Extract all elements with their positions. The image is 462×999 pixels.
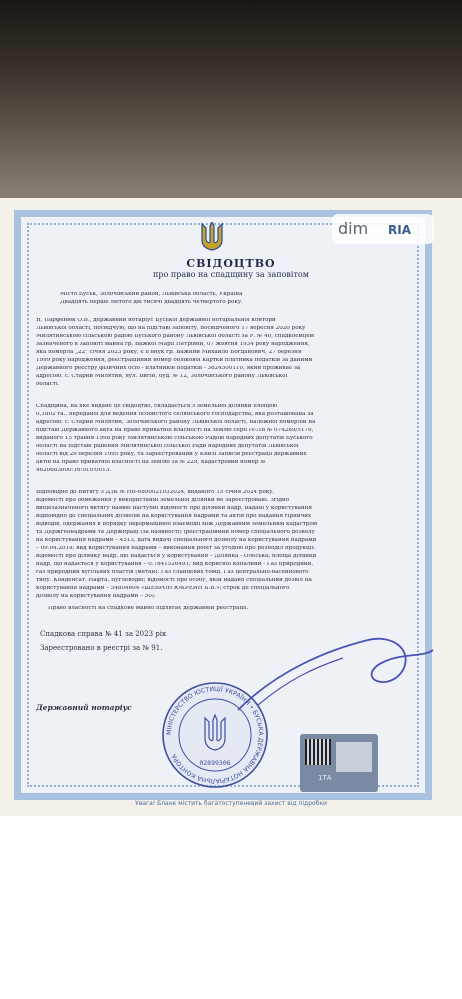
body-line: області від 29 березня 1995 року, та зареєстрований у Книзі записів реєстрації державних [36,452,307,457]
hologram-icon [336,742,372,772]
body-line: типу. Конденсат. Нафта. Вуглеводні; відомості про особу, якій надано спеціальний дозвіл на [36,578,312,583]
body-line: Львівської області, посвідчую, що на підставі заповіту, посвідченого 17 вересня 2020 року [36,326,306,331]
body-line: надр, що надається у користування – 0.7841526491; вид корисної копалини - Газ природний, [36,562,314,567]
qr-code-icon [305,739,331,765]
seal-number: 02899306 [199,759,231,767]
body-line: – 09.04.2014; вид користування надрами – виконання робіт за угодою про розподіл продукції; [36,546,316,551]
body-line: області. [36,382,60,387]
document-subtitle: про право на спадщину за заповітом [153,270,309,279]
body-line: зазначеного в заповіті майна гр. Важкої Марії Петрівни, 07 жовтня 1934 року народження, [36,342,310,347]
body-line: Державного реєстру фізичних осіб - платників податків - 3624500110, який проживає за [36,366,301,371]
body-line: Я, Парфенюк О.В., державний нотаріус Буської державної нотаріальної контори [36,318,276,323]
body-line: Відповідно до Витягу з ДЗК № НВ-6800021032024, виданого 15 січня 2024 року, [36,490,275,495]
photo-background-top [0,0,462,200]
document-title: СВІДОЦТВО [186,257,276,270]
body-line: дозволу на користування надрами – 50). [36,594,156,599]
notary-signature-title: Державний нотаріус [36,703,132,712]
watermark-brand: dim [338,219,369,238]
body-line: та Держгеонадрами та Держпраці (за наявності) (реєстраційний номер спеціального дозволу [36,530,315,535]
trident-icon [200,222,224,252]
body-line: користування надрами – 54804604 «ШЕВРОН ЮКРЕЙН Б.В.»; строк дії спеціального [36,586,290,591]
case-number: Спадкова справа № 41 за 2023 рік [40,630,167,638]
body-line: 4620683600:16:010:0013. [36,468,112,473]
body-line: підставі Державного акта на право приватної власності на землю серії IV-ЛВ № 074289/5179, [36,428,314,433]
header-line: Місто Буськ, Золочівський район, Львівська область, Україна [60,292,243,297]
registry-number: Зареєстровано в реєстрі за № 91. [40,644,163,652]
blank-area [0,816,462,999]
footer-warning: Увага! Бланк містить багатоступеневий захист від підробки [135,800,327,807]
seal-text: МІНІСТЕРСТВО ЮСТИЦІЇ УКРАЇНИ • БУСЬКА ДЕРЖАВНА НОТАРІАЛЬНА КОНТОРА [165,685,265,785]
body-line: адресою: с. Старий Милятин, Золочівського району Львівської області, належної померлій на [36,420,316,425]
body-line: відводів, одержаних в порядку інформаційної взаємодії між Державним земельним кадастром [36,522,318,527]
body-line: 0,1802 га., переданої для ведення особистого селянського господарства, яка розташована за [36,412,314,417]
watermark-logo [332,214,434,244]
security-hologram [300,734,378,792]
body-line: області на підставі рішення Милятинської сільської Ради народних депутатів Львівської [36,444,299,449]
body-line: яка померла „22" січня 2023 року, є її внук гр. Важний Михайло Богданович, 27 березня [36,350,302,355]
body-line: виданого 15 травня 1998 року Милятинською сільською Радою народних депутатів Буського [36,436,313,441]
body-line: вищезазначеного витягу наявні наступні відомості про ділянки надр, надані у користування [36,506,312,511]
watermark-sub: RIA [388,223,411,237]
body-line: відомості про обмеження у використанні земельної ділянки не зареєстровані. Згідно [36,498,290,503]
body-line: відомості про ділянку надр, що надається у користування – Ділянка - Олеська; площа ділянки [36,554,317,559]
body-line: відповідно до спеціальних дозволів на користування надрами та актів про надання гірничих [36,514,312,519]
body-line: газ природний вугільних пластів (метан). Газ сланцевих товщ. Газ центрально-басейнового [36,570,309,575]
body-line: актів на право приватної власності на землю за № 229, кадастровий номер № [36,460,266,465]
body-line: Спадщина, на яке видане це свідоцтво, складається з земельної ділянки площею [36,404,278,409]
header-line: Двадцять перше лютого дві тисячі двадцять четвертого року. [60,300,243,305]
body-line: Право власності на спадкове майно підлягає державній реєстрації. [48,606,249,611]
body-line: адресою: с. Старий Милятин, вул. Вигін, буд. № 12, Золочівського району Львівської [36,374,288,379]
body-line: на користування надрами – 4513, дата видачі спеціального дозволу на користування надрами [36,538,317,543]
body-line: 1999 року народження, реєстраційний номер облікової картки платника податків за даними [36,358,313,363]
notary-seal [160,680,270,790]
body-line: Милятинською сільською радою Буського району Львівської області за Р. № 40, спадкоємцем [36,334,314,339]
security-code: 1ТА [318,774,332,782]
